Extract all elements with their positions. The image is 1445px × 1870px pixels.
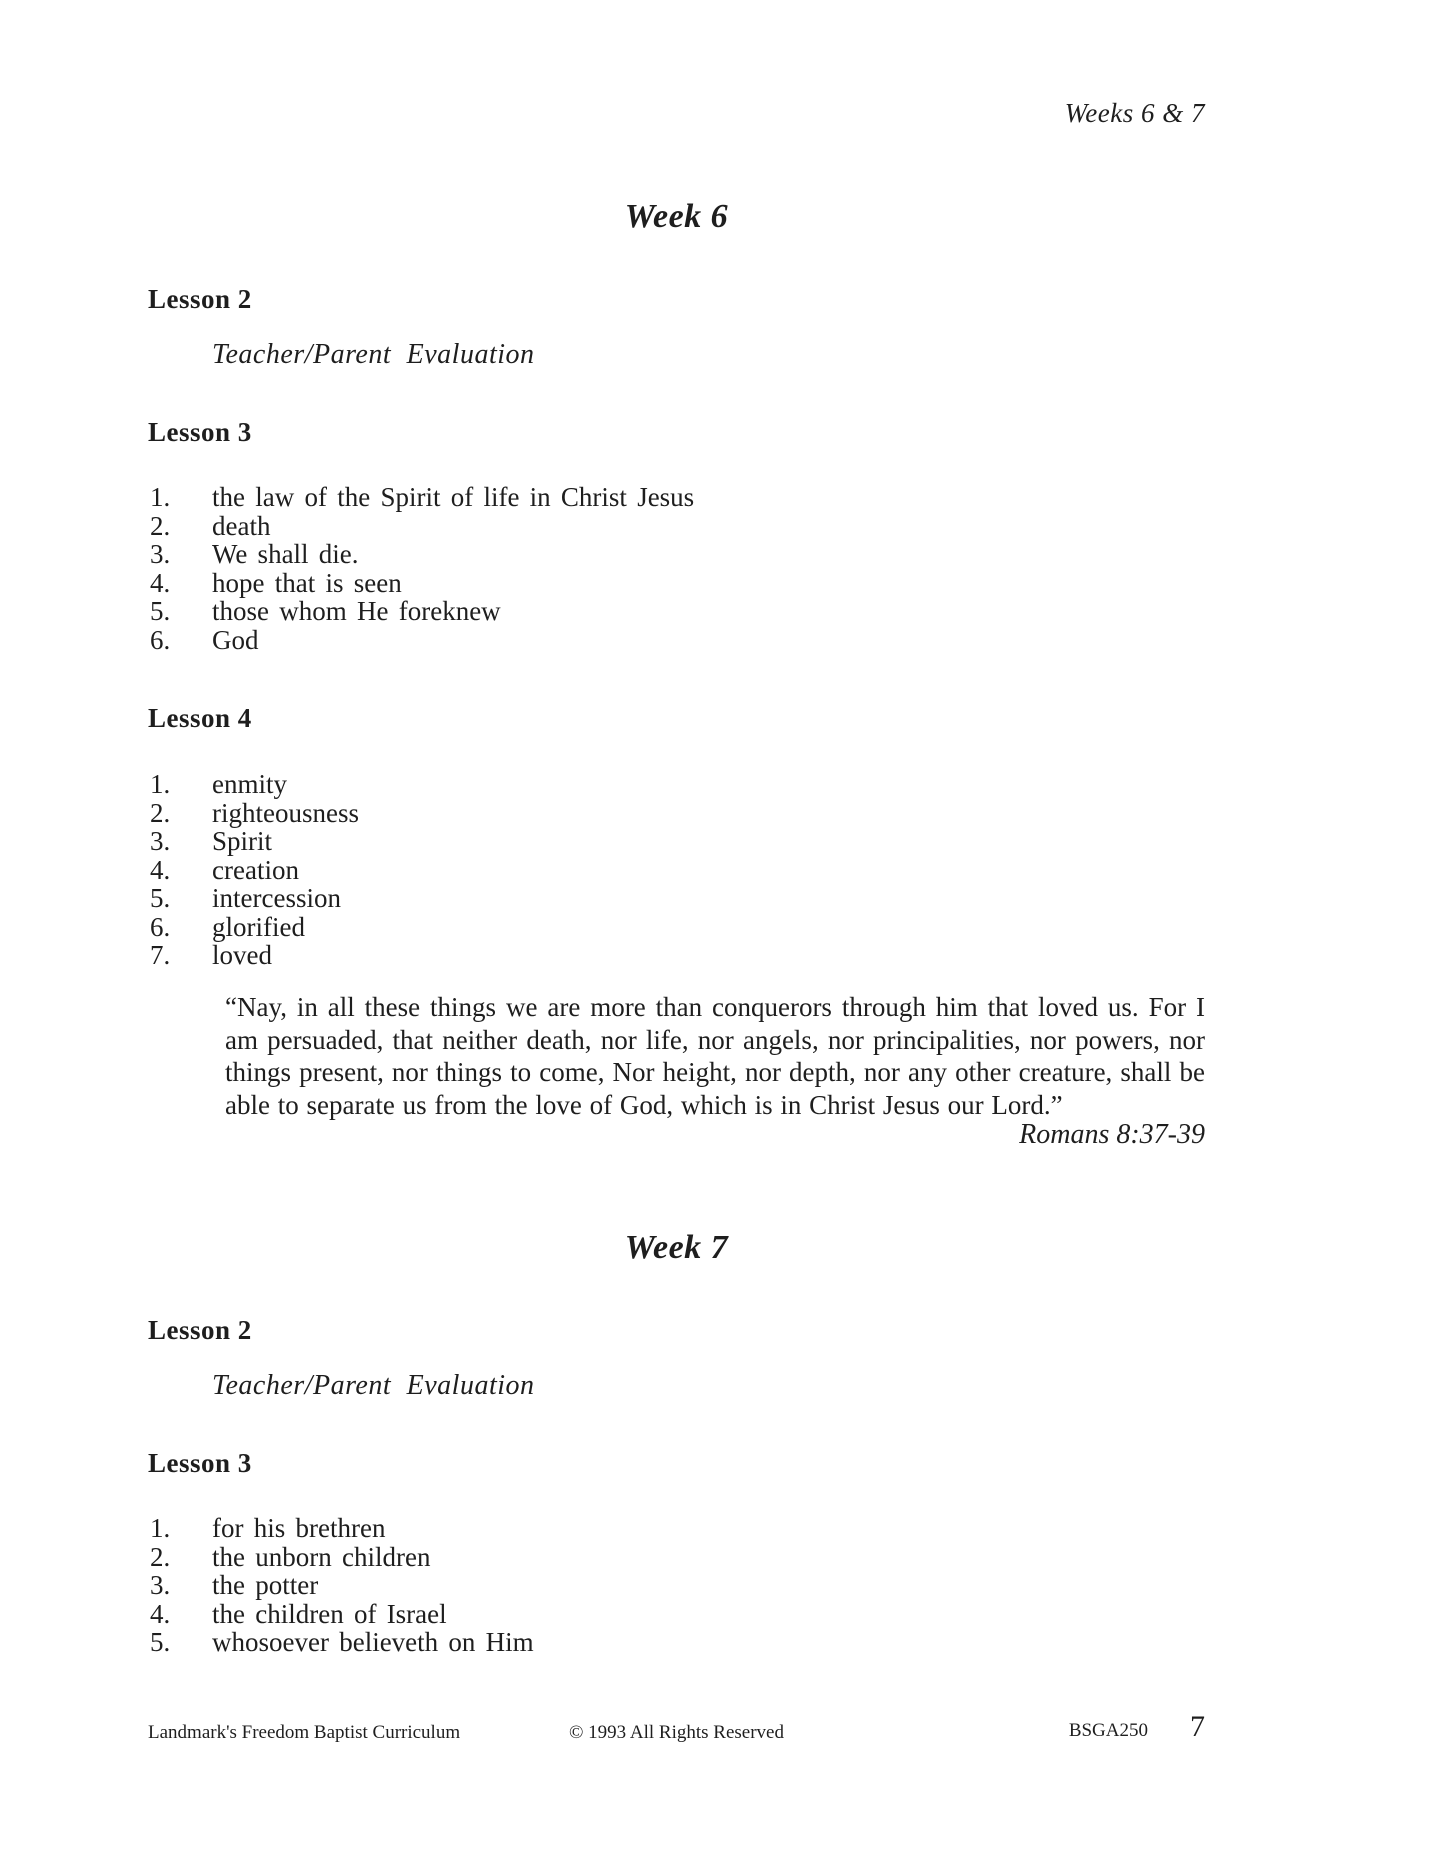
answer-text: the law of the Spirit of life in Christ Jesus [212, 482, 695, 512]
answer-item [150, 770, 1170, 799]
answer-item [150, 540, 1170, 569]
answer-item [150, 827, 1170, 856]
answer-item [150, 512, 1170, 541]
answer-number: 5. [150, 883, 171, 913]
answer-item [150, 626, 1170, 655]
week6-lesson4-heading: Lesson 4 [148, 703, 252, 733]
answer-text: We shall die. [212, 539, 359, 569]
quote-line: things present, nor things to come, Nor height, nor depth, nor any other creature, shall be [225, 1057, 1205, 1087]
answer-text: intercession [212, 883, 341, 913]
footer-publisher: Landmark's Freedom Baptist Curriculum [148, 1722, 461, 1743]
answer-text: God [212, 624, 259, 655]
answer-item [150, 913, 1170, 942]
answer-text: the potter [212, 1570, 319, 1600]
answer-item [150, 597, 1170, 626]
scripture-quote [225, 991, 1205, 1121]
week6-lesson2-heading: Lesson 2 [148, 284, 252, 314]
week7-lesson3-heading: Lesson 3 [148, 1448, 252, 1478]
page-number: 7 [1190, 1710, 1205, 1743]
week6-lesson3-answer-list [150, 483, 1170, 654]
answer-number: 3. [150, 826, 171, 856]
answer-number: 2. [150, 510, 171, 541]
answer-number: 5. [150, 596, 171, 626]
answer-number: 4. [150, 567, 171, 598]
answer-number: 1. [150, 482, 171, 512]
answer-number: 1. [150, 769, 171, 799]
week7-lesson3-answer-list [150, 1514, 1170, 1657]
quote-line: able to separate us from the love of God, which is in Christ Jesus our Lord.” [225, 1089, 1063, 1120]
week7-lesson2-evaluation-note: Teacher/Parent Evaluation [212, 1370, 535, 1401]
answer-number: 6. [150, 624, 171, 655]
answer-item [150, 856, 1170, 885]
answer-text: for his brethren [212, 1513, 386, 1543]
footer-course-code: BSGA250 [1068, 1720, 1148, 1741]
answer-item [150, 569, 1170, 598]
answer-text: those whom He foreknew [212, 596, 501, 626]
answer-number: 7. [150, 940, 171, 970]
week6-lesson4-answer-list [150, 770, 1170, 970]
running-header: Weeks 6 & 7 [1064, 98, 1205, 128]
answer-number: 3. [150, 1570, 171, 1600]
week7-lesson2-heading: Lesson 2 [148, 1315, 252, 1345]
answer-text: the unborn children [212, 1541, 431, 1572]
answer-item [150, 1514, 1170, 1543]
scripture-reference: Romans 8:37-39 [1019, 1119, 1205, 1150]
answer-item [150, 1600, 1170, 1629]
answer-number: 2. [150, 1541, 171, 1572]
answer-number: 4. [150, 1598, 171, 1629]
answer-number: 2. [150, 797, 171, 828]
answer-item [150, 1543, 1170, 1572]
footer-right-group [148, 1710, 1205, 1744]
week6-lesson2-evaluation-note: Teacher/Parent Evaluation [212, 339, 535, 370]
answer-text: death [212, 510, 271, 541]
answer-text: enmity [212, 769, 287, 799]
answer-item [150, 1571, 1170, 1600]
answer-item [150, 884, 1170, 913]
answer-text: righteousness [212, 797, 359, 828]
answer-text: creation [212, 854, 299, 885]
answer-item [150, 941, 1170, 970]
week6-lesson3-heading: Lesson 3 [148, 417, 252, 447]
answer-number: 1. [150, 1513, 171, 1543]
footer-copyright: © 1993 All Rights Reserved [569, 1722, 784, 1743]
answer-text: glorified [212, 911, 305, 942]
answer-item [150, 483, 1170, 512]
answer-text: the children of Israel [212, 1598, 447, 1629]
answer-item [150, 1628, 1170, 1657]
quote-line: am persuaded, that neither death, nor life, nor angels, nor principalities, nor powers, nor [225, 1024, 1205, 1055]
answer-number: 3. [150, 539, 171, 569]
answer-number: 6. [150, 911, 171, 942]
answer-number: 4. [150, 854, 171, 885]
answer-text: hope that is seen [212, 567, 402, 598]
answer-number: 5. [150, 1627, 171, 1657]
answer-text: loved [212, 940, 272, 970]
week6-title: Week 6 [624, 198, 729, 235]
week7-title: Week 7 [624, 1229, 729, 1266]
answer-item [150, 799, 1170, 828]
quote-line: “Nay, in all these things we are more than conquerors through him that loved us. For I [225, 992, 1205, 1022]
answer-text: Spirit [212, 826, 273, 856]
answer-text: whosoever believeth on Him [212, 1627, 534, 1657]
